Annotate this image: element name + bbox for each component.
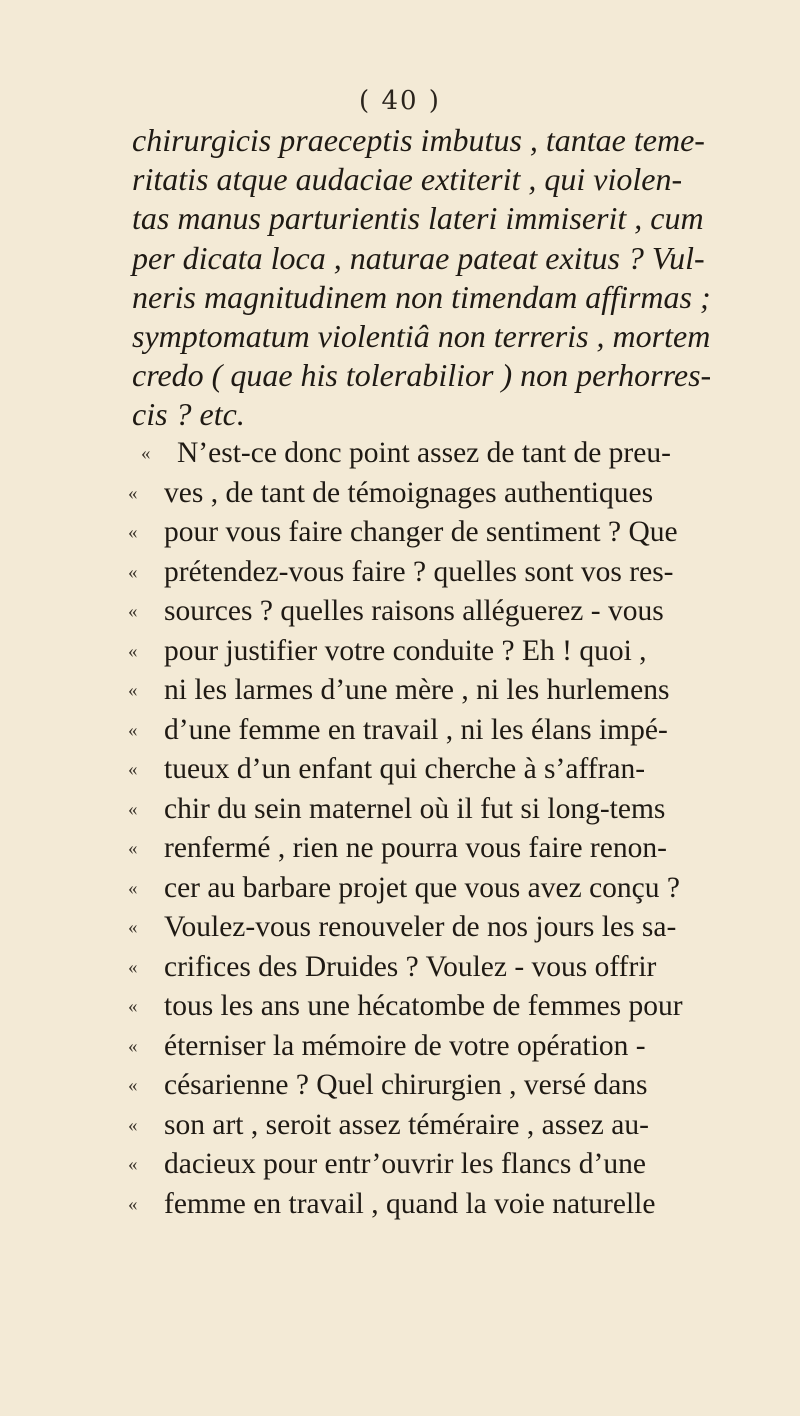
quoted-line xyxy=(128,869,728,909)
latin-line: cis ? etc. xyxy=(132,396,245,433)
quote-mark: « xyxy=(128,561,138,583)
line-text: chir du sein maternel où il fut si long-tems xyxy=(164,792,666,825)
quoted-line xyxy=(128,553,728,593)
quoted-line xyxy=(128,987,728,1027)
quote-mark: « xyxy=(128,601,138,622)
quoted-line xyxy=(128,474,728,514)
quote-mark: « xyxy=(128,522,138,543)
line-text: tous les ans une hécatombe de femmes pour xyxy=(164,990,683,1022)
line-text: éterniser la mémoire de votre opération - xyxy=(164,1029,646,1062)
quoted-line xyxy=(128,434,728,474)
quoted-line xyxy=(128,750,728,790)
line-text: d’une femme en travail , ni les élans impé- xyxy=(164,713,668,746)
quoted-line xyxy=(128,513,728,553)
line-text: femme en travail , quand la voie naturelle xyxy=(164,1187,656,1220)
quoted-line xyxy=(128,632,728,672)
quote-mark: « xyxy=(128,956,138,978)
quoted-line xyxy=(128,1027,728,1067)
quoted-line xyxy=(128,948,728,988)
line-text: renfermé , rien ne pourra vous faire renon- xyxy=(164,832,667,864)
line-text: tueux d’un enfant qui cherche à s’affran- xyxy=(164,753,646,785)
quoted-line xyxy=(128,1185,728,1225)
quote-mark: « xyxy=(128,1075,138,1096)
quoted-line xyxy=(128,1145,728,1185)
line-text: son art , seroit assez téméraire , assez au- xyxy=(164,1108,649,1141)
line-text: Voulez-vous renouveler de nos jours les sa- xyxy=(164,911,677,943)
quote-mark: « xyxy=(128,759,138,780)
quote-mark: « xyxy=(128,680,138,701)
latin-line: per dicata loca , naturae pateat exitus ? Vul- xyxy=(132,239,705,276)
latin-line: symptomatum violentiâ non terreris , mortem xyxy=(132,318,711,355)
quote-mark: « xyxy=(128,482,138,504)
quoted-line xyxy=(128,908,728,948)
line-text: césarienne ? Quel chirurgien , versé dans xyxy=(164,1069,648,1101)
line-text: N’est-ce donc point assez de tant de preu- xyxy=(177,437,671,469)
line-text: ves , de tant de témoignages authentiques xyxy=(164,476,654,509)
quoted-line xyxy=(128,592,728,632)
quoted-line xyxy=(128,829,728,869)
quote-mark: « xyxy=(128,838,138,859)
latin-line: tas manus parturientis lateri immiserit , cum xyxy=(132,200,704,237)
quoted-line xyxy=(128,790,728,830)
quoted-line xyxy=(128,711,728,751)
quote-mark: « xyxy=(128,1114,138,1136)
line-text: sources ? quelles raisons alléguerez - vous xyxy=(164,595,664,627)
quote-mark: « xyxy=(128,1035,138,1057)
quote-mark: « xyxy=(128,996,138,1017)
quoted-line xyxy=(128,671,728,711)
quote-mark: « xyxy=(141,443,151,464)
line-text: prétendez-vous faire ? quelles sont vos res- xyxy=(164,555,674,588)
line-text: pour justifier votre conduite ? Eh ! quoi , xyxy=(164,634,647,667)
quoted-line xyxy=(128,1066,728,1106)
quote-mark: « xyxy=(128,1154,138,1175)
line-text: pour vous faire changer de sentiment ? Que xyxy=(164,516,678,548)
quote-mark: « xyxy=(128,917,138,938)
quote-mark: « xyxy=(128,640,138,662)
latin-line: credo ( quae his tolerabilior ) non perhorres- xyxy=(132,357,712,394)
latin-paragraph xyxy=(132,121,732,435)
quote-mark: « xyxy=(128,1193,138,1215)
quote-mark: « xyxy=(128,719,138,741)
latin-line: ritatis atque audaciae extiterit , qui violen- xyxy=(132,161,683,198)
latin-line: chirurgicis praeceptis imbutus , tantae teme- xyxy=(132,122,705,158)
quote-mark: « xyxy=(128,798,138,820)
line-text: dacieux pour entr’ouvrir les flancs d’une xyxy=(164,1148,646,1180)
line-text: crifices des Druides ? Voulez - vous offrir xyxy=(164,950,657,983)
line-text: cer au barbare projet que vous avez conçu ? xyxy=(164,871,680,904)
latin-line: neris magnitudinem non timendam affirmas ; xyxy=(132,278,711,315)
line-text: ni les larmes d’une mère , ni les hurlemens xyxy=(164,674,670,706)
page-number: ( 40 ) xyxy=(359,86,441,116)
french-quotation xyxy=(128,434,728,1224)
quoted-line xyxy=(128,1106,728,1146)
quote-mark: « xyxy=(128,877,138,899)
